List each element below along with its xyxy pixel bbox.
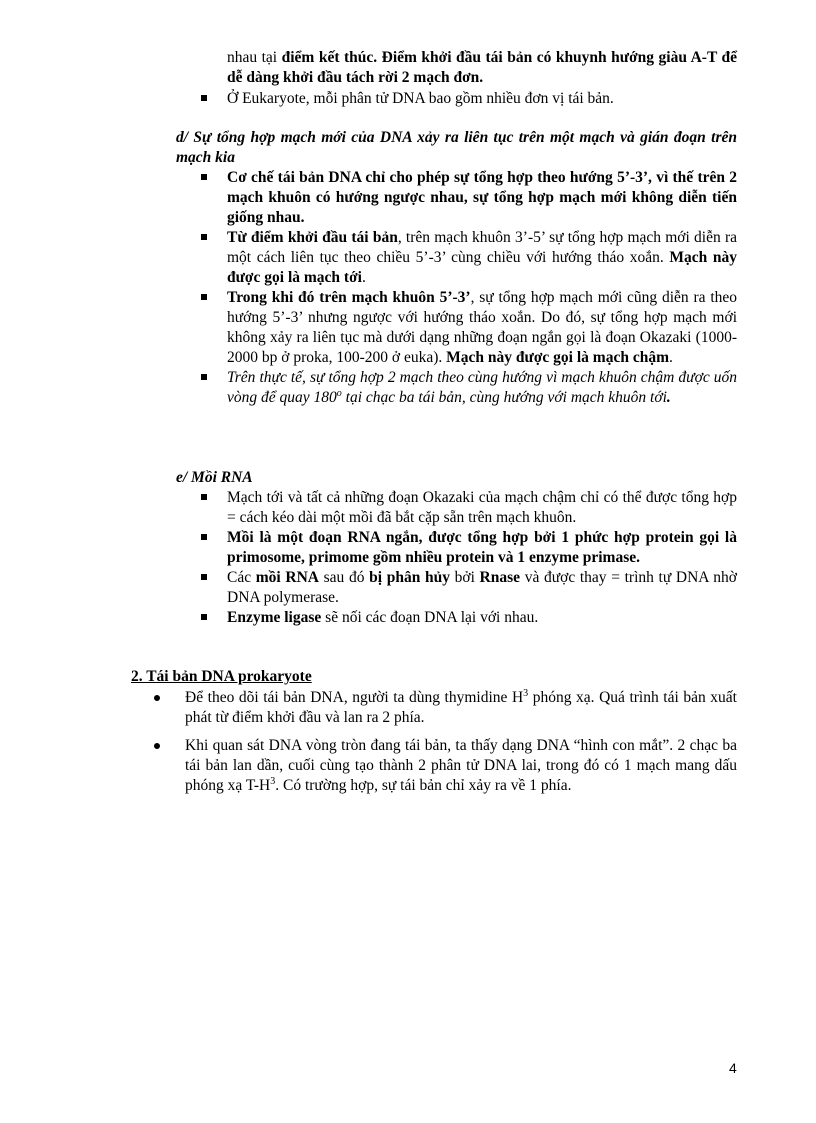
section-e-heading: e/ Mồi RNA bbox=[176, 469, 253, 486]
list-item-text: , sự tổng hợp mạch mới cũng diễn ra theo hướng 5’-3’ nhưng ngược với hướng tháo xoắn. Do đó, sự tổng hợp mạch mới không xảy ra liên tục mà dưới dạng những đoạn ngắn gọi là đoạn Okazaki (1000-2000 bp ở proka, 100-200 ở euka). bbox=[227, 289, 738, 366]
page-number: 4 bbox=[729, 1060, 737, 1076]
list-item-bold: Mạch này được gọi là mạch chậm bbox=[446, 349, 669, 366]
list-item-text: Trên thực tế, sự tổng hợp 2 mạch theo cùng hướng vì mạch khuôn chậm được uốn vòng để quay 180 bbox=[227, 369, 737, 406]
list-item-text: và được thay = trình tự DNA nhờ DNA polymerase. bbox=[227, 569, 737, 606]
section-2-heading: 2. Tái bản DNA prokaryote bbox=[131, 668, 312, 685]
list-item bbox=[199, 608, 737, 628]
list-item-text: Ở Eukaryote, mỗi phân tử DNA bao gồm nhiều đơn vị tái bản. bbox=[227, 90, 614, 107]
list-item-bold: Từ điểm khởi đầu tái bản bbox=[227, 229, 398, 246]
superscript: 3 bbox=[523, 687, 529, 699]
list-item-text: Khi quan sát DNA vòng tròn đang tái bản, ta thấy dạng DNA “hình con mắt”. 2 chạc ba tái bản lan dần, cuối cùng tạo thành 2 phân tử DNA lai, trong đó có 1 mạch mang dấu phóng xạ T-H bbox=[185, 737, 737, 794]
list-item-text: Mạch tới và tất cả những đoạn Okazaki của mạch chậm chỉ có thể được tổng hợp = cách kéo dài một mồi đã bắt cặp sẵn trên mạch khuôn. bbox=[227, 489, 737, 526]
list-item-text: . bbox=[666, 389, 671, 406]
list-item-text: Để theo dõi tái bản DNA, người ta dùng thymidine H bbox=[185, 689, 524, 706]
list-item-text: bởi bbox=[449, 569, 480, 586]
list-item bbox=[131, 688, 737, 728]
section-e-list bbox=[199, 488, 737, 628]
list-item-text: sẽ nối các đoạn DNA lại với nhau. bbox=[321, 609, 539, 626]
list-item-text: Mồi là một đoạn RNA ngắn, được tổng hợp bởi 1 phức hợp protein gọi là primosome, primome gồm nhiều protein và 1 enzyme primase. bbox=[227, 529, 737, 566]
degree-superscript: o bbox=[336, 387, 342, 399]
list-item-text: . bbox=[361, 269, 366, 286]
list-item bbox=[199, 288, 737, 368]
list-item-bold: Trong khi đó trên mạch khuôn 5’-3’ bbox=[227, 289, 471, 306]
list-item-text: Cơ chế tái bản DNA chỉ cho phép sự tổng hợp theo hướng 5’-3’, vì thế trên 2 mạch khuôn có hướng ngược nhau, sự tổng hợp mạch mới không diễn tiến giống nhau. bbox=[227, 169, 737, 226]
section-d-heading: d/ Sự tổng hợp mạch mới của DNA xảy ra liên tục trên một mạch và gián đoạn trên mạch kia bbox=[176, 129, 737, 166]
list-item-bold: Enzyme ligase bbox=[227, 609, 322, 626]
list-item-bold: Mạch này được gọi là mạch tới bbox=[227, 249, 737, 286]
list-item-bold: Rnase bbox=[479, 569, 521, 586]
list-item bbox=[199, 368, 737, 408]
list-item bbox=[199, 228, 737, 288]
list-item-text: Các bbox=[227, 569, 256, 586]
list-item bbox=[199, 528, 737, 568]
list-item-bold: mồi RNA bbox=[255, 569, 319, 586]
superscript: 3 bbox=[270, 775, 276, 787]
list-item-text: tại chạc ba tái bản, cùng hướng với mạch khuôn tới bbox=[341, 389, 667, 406]
list-item-text: sau đó bbox=[318, 569, 370, 586]
cont-text: nhau tại bbox=[227, 49, 282, 66]
section-d-list bbox=[199, 168, 737, 408]
list-item-text: . bbox=[668, 349, 673, 366]
list-item bbox=[199, 89, 737, 109]
list-item-bold: bị phân hủy bbox=[369, 569, 450, 586]
list-item bbox=[199, 168, 737, 228]
list-item-text: phóng xạ. Quá trình tái bản xuất phát từ điểm khởi đầu và lan ra 2 phía. bbox=[185, 689, 737, 726]
list-item bbox=[199, 568, 737, 608]
cont-list bbox=[199, 89, 737, 109]
list-item bbox=[131, 736, 737, 796]
list-item-text: , trên mạch khuôn 3’-5’ sự tổng hợp mạch mới diễn ra một cách liên tục theo chiều 5’-3’ cùng chiều với hướng tháo xoắn. bbox=[227, 229, 737, 266]
section-2-list bbox=[131, 688, 737, 796]
list-item bbox=[199, 488, 737, 528]
cont-bold-text: điểm kết thúc. Điểm khởi đầu tái bản có khuynh hướng giàu A-T để dễ dàng khởi đầu tách rời 2 mạch đơn. bbox=[227, 49, 737, 86]
continuation-paragraph bbox=[227, 48, 737, 88]
list-item-text: . Có trường hợp, sự tái bản chỉ xảy ra về 1 phía. bbox=[275, 777, 572, 794]
